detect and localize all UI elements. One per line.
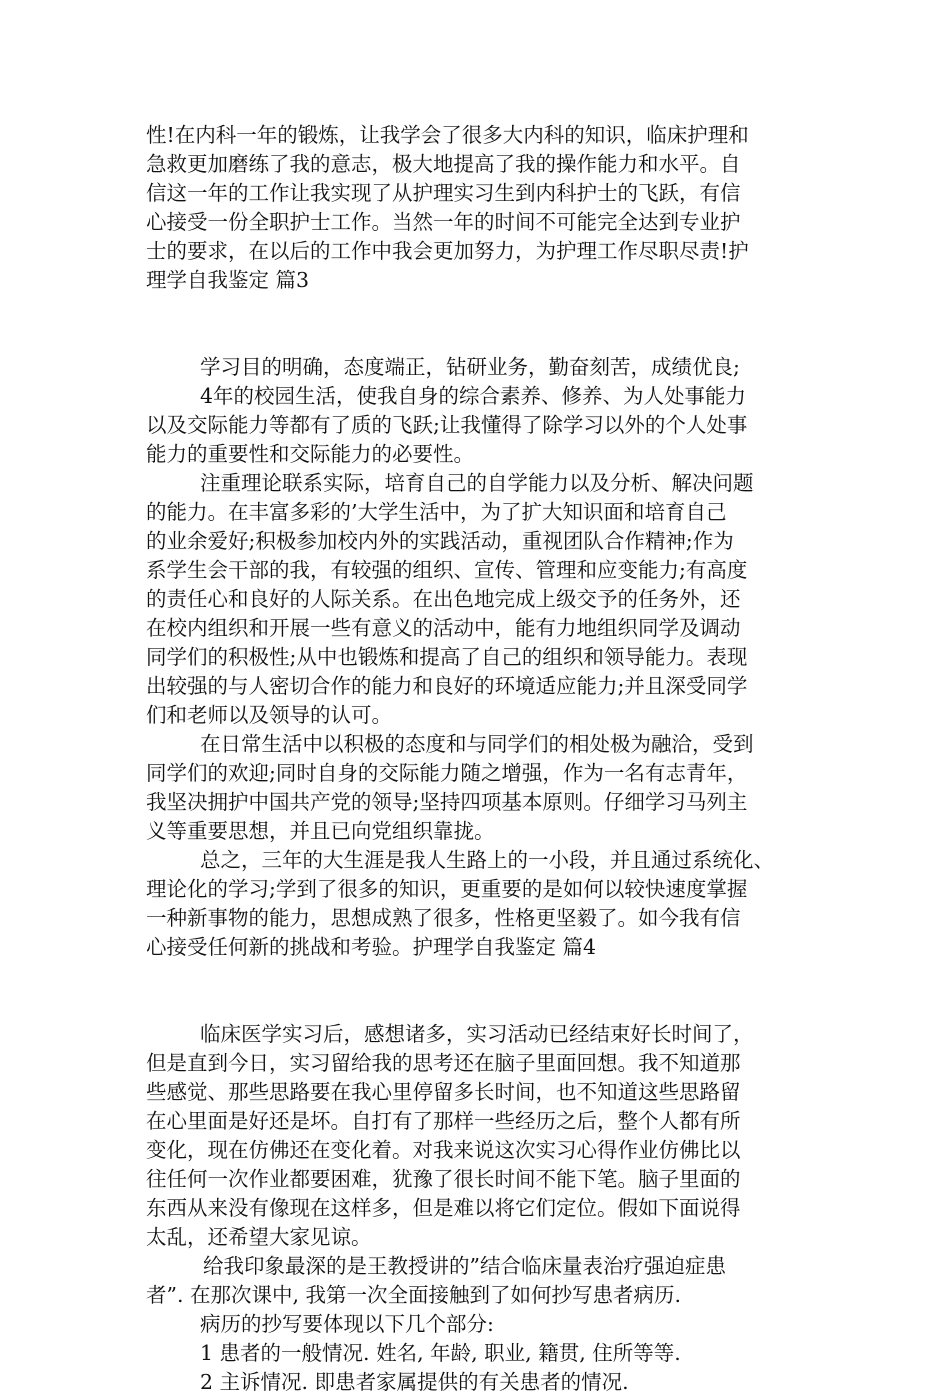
text-line: 临床医学实习后，感想诸多，实习活动已经结束好长时间了， — [200, 1022, 754, 1046]
text-line: 我坚决拥护中国共产党的领导;坚持四项基本原则。仔细学习马列主 — [146, 790, 748, 814]
text-line: 义等重要思想，并且已向党组织靠拢。 — [146, 819, 495, 843]
text-line: 士的要求，在以后的工作中我会更加努力，为护理工作尽职尽责!护 — [146, 239, 749, 263]
list-item: 2 主诉情况. 即患者家属提供的有关患者的情况. — [200, 1370, 629, 1394]
section-heading-4: 心接受任何新的挑战和考验。护理学自我鉴定 篇4 — [146, 935, 597, 959]
text-line: 但是直到今日，实习留给我的思考还在脑子里面回想。我不知道那 — [146, 1051, 741, 1075]
text-line: 学习目的明确，态度端正，钻研业务，勤奋刻苦，成绩优良; — [200, 355, 740, 379]
text-line: 的业余爱好;积极参加校内外的实践活动，重视团队合作精神;作为 — [146, 529, 734, 553]
text-line: 能力的重要性和交际能力的必要性。 — [146, 442, 474, 466]
text-line: 往任何一次作业都要困难，犹豫了很长时间不能下笔。脑子里面的 — [146, 1167, 741, 1191]
text-line: 一种新事物的能力，思想成熟了很多，性格更坚毅了。如今我有信 — [146, 906, 741, 930]
document-page — [146, 121, 810, 1397]
blank-line — [146, 991, 810, 1020]
text-line: 在心里面是好还是坏。自打有了那样一些经历之后，整个人都有所 — [146, 1109, 741, 1133]
blank-line — [146, 962, 810, 991]
text-line: 同学们的欢迎;同时自身的交际能力随之增强，作为一名有志青年， — [146, 761, 748, 785]
text-line: 4年的校园生活，使我自身的综合素养、修养、为人处事能力 — [200, 384, 747, 408]
section-heading-3: 理学自我鉴定 篇3 — [146, 268, 310, 292]
text-line: 者”. 在那次课中, 我第一次全面接触到了如何抄写患者病历. — [146, 1283, 682, 1307]
text-line: 的责任心和良好的人际关系。在出色地完成上级交予的任务外，还 — [146, 587, 741, 611]
text-line: 们和老师以及领导的认可。 — [146, 703, 392, 727]
text-line: 的能力。在丰富多彩的’大学生活中，为了扩大知识面和培育自己 — [146, 500, 727, 524]
text-line: 信这一年的工作让我实现了从护理实习生到内科护士的飞跃，有信 — [146, 181, 741, 205]
text-line: 注重理论联系实际，培育自己的自学能力以及分析、解决问题 — [200, 471, 754, 495]
text-line: 东西从来没有像现在这样多，但是难以将它们定位。假如下面说得 — [146, 1196, 741, 1220]
text-line: 以及交际能力等都有了质的飞跃;让我懂得了除学习以外的个人处事 — [146, 413, 748, 437]
text-line: 变化，现在仿佛还在变化着。对我来说这次实习心得作业仿佛比以 — [146, 1138, 741, 1162]
text-line: 在校内组织和开展一些有意义的活动中，能有力地组织同学及调动 — [146, 616, 741, 640]
text-line: 太乱，还希望大家见谅。 — [146, 1225, 372, 1249]
text-line: 性!在内科一年的锻炼，让我学会了很多大内科的知识，临床护理和 — [146, 123, 749, 147]
text-line: 系学生会干部的我，有较强的组织、宣传、管理和应变能力;有高度 — [146, 558, 748, 582]
blank-line — [146, 295, 810, 324]
text-line: 总之，三年的大生涯是我人生路上的一小段，并且通过系统化、 — [200, 848, 774, 872]
text-line: 病历的抄写要体现以下几个部分: — [200, 1312, 494, 1336]
text-line: 在日常生活中以积极的态度和与同学们的相处极为融洽，受到 — [200, 732, 754, 756]
blank-line — [146, 324, 810, 353]
text-line: 出较强的与人密切合作的能力和良好的环境适应能力;并且深受同学 — [146, 674, 748, 698]
text-line: 理论化的学习;学到了很多的知识，更重要的是如何以较快速度掌握 — [146, 877, 748, 901]
text-line: 给我印象最深的是王教授讲的”结合临床量表治疗强迫症患 — [203, 1254, 726, 1278]
text-line: 急救更加磨练了我的意志，极大地提高了我的操作能力和水平。自 — [146, 152, 741, 176]
text-line: 些感觉、那些思路要在我心里停留多长时间，也不知道这些思路留 — [146, 1080, 741, 1104]
list-item: 1 患者的一般情况. 姓名, 年龄, 职业, 籍贯, 住所等等. — [200, 1341, 681, 1365]
text-line: 同学们的积极性;从中也锻炼和提高了自己的组织和领导能力。表现 — [146, 645, 748, 669]
text-line: 心接受一份全职护士工作。当然一年的时间不可能完全达到专业护 — [146, 210, 741, 234]
